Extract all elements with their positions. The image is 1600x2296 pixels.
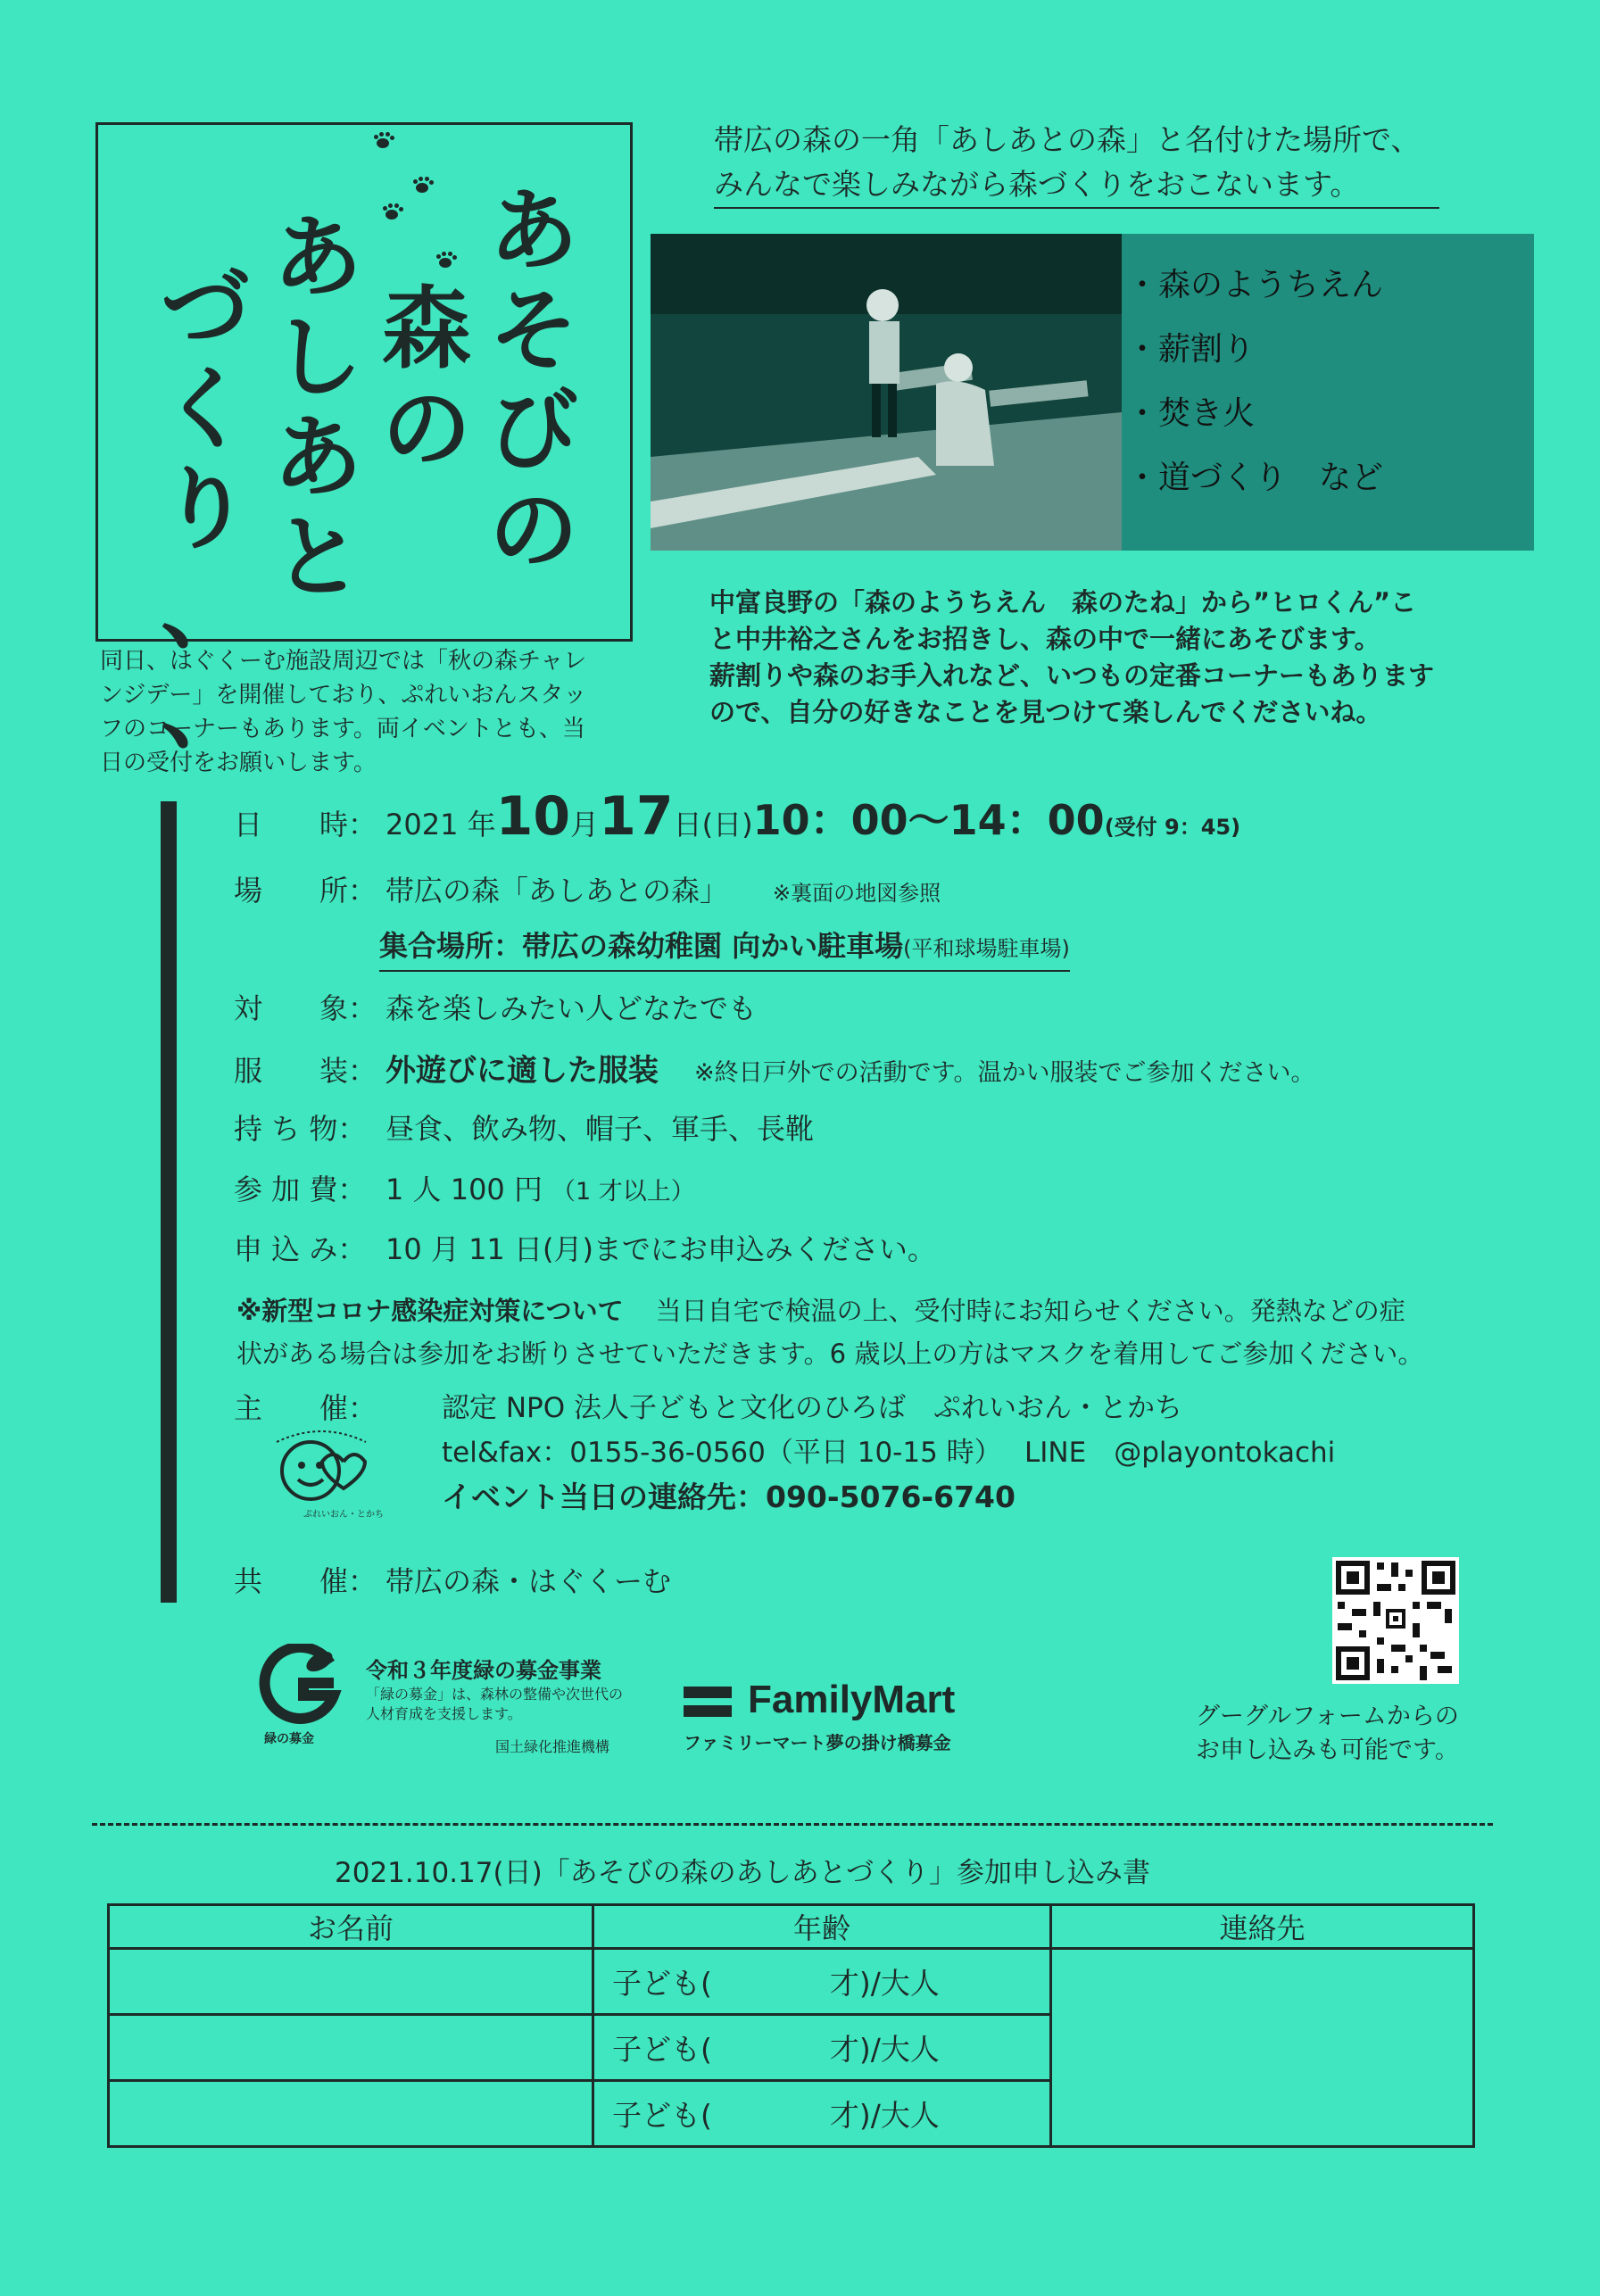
title-char: り <box>161 456 250 561</box>
familymart-sub: ファミリーマート夢の掛け橋募金 <box>684 1732 951 1753</box>
paw-print-icon <box>382 203 402 220</box>
familymart-logo: FamilyMart <box>748 1678 956 1721</box>
age-field[interactable]: 子ども( 才)/大人 <box>593 2081 1051 2147</box>
title-char: と <box>273 504 362 609</box>
forest-photo-illustration <box>651 234 1122 551</box>
title-char: そ <box>489 278 578 383</box>
application-form <box>107 1903 1475 2148</box>
cohost-row: 共 催： 帯広の森・はぐくーむ <box>234 1564 672 1598</box>
title-char: く <box>161 356 250 461</box>
green-g-icon <box>248 1644 355 1728</box>
table-row <box>109 1949 1474 2015</box>
qr-code-icon <box>1332 1557 1459 1684</box>
midori-org: 国土緑化推進機構 <box>495 1738 610 1755</box>
title-column-1 <box>489 178 578 583</box>
paw-print-icon <box>412 177 432 193</box>
midori-desc: 「緑の募金」は、森林の整備や次世代の 人材育成を支援します。 <box>366 1686 624 1722</box>
title-char: の <box>489 477 578 583</box>
form-title: 2021.10.17(日)「あそびの森のあしあとづくり」参加申し込み書 <box>335 1857 1151 1889</box>
header-name: お名前 <box>109 1905 593 1949</box>
age-field[interactable]: 子ども( 才)/大人 <box>593 2015 1051 2081</box>
title-char: 、 <box>161 656 250 761</box>
clothing-row: 服 装： 外遊びに適した服装 ※終日戸外での活動です。温かい服装でご参加ください。 <box>234 1053 1315 1089</box>
list-item: ・焚き火 <box>1126 395 1256 432</box>
paw-print-icon <box>435 252 455 268</box>
forest-photo <box>651 234 1122 551</box>
title-char: び <box>489 377 578 483</box>
cut-line <box>92 1823 1493 1826</box>
age-field[interactable]: 子ども( 才)/大人 <box>593 1949 1051 2015</box>
activity-list <box>1126 268 1383 525</box>
meeting-row: 集合場所：帯広の森幼稚園 向かい駐車場 (平和球場駐車場) <box>379 924 1070 972</box>
name-field[interactable] <box>109 1949 593 2015</box>
title-char: づ <box>161 256 250 361</box>
name-field[interactable] <box>109 2015 593 2081</box>
familymart-mark-icon <box>684 1687 732 1720</box>
title-char: 、 <box>161 556 250 661</box>
name-field[interactable] <box>109 2081 593 2147</box>
date-row: 日 時： 2021 年 10 月 17 日(日) 10：00〜14：00 (受付 9：45) <box>234 785 1241 848</box>
title-char: あ <box>273 404 362 510</box>
contact-field[interactable] <box>1051 1949 1474 2147</box>
title-char: あ <box>489 178 578 283</box>
playon-logo: ぷれいおん・とかち <box>268 1426 384 1524</box>
qr-code[interactable] <box>1332 1557 1459 1684</box>
organizer-row: 主 催： <box>234 1391 377 1425</box>
title-char: 森 <box>382 276 471 381</box>
title-column-3 <box>273 204 362 609</box>
items-row: 持 ち 物： 昼食、飲み物、帽子、軍手、長靴 <box>234 1112 815 1146</box>
covid-notice: ※新型コロナ感染症対策について 当日自宅で検温の上、受付時にお知らせください。発熱などの症 状がある場合は参加をお断りさせていただきます。6 歳以上の方はマスクを着用してご参加ください。 <box>236 1296 1424 1369</box>
midori-title: 令和３年度緑の募金事業 <box>366 1658 601 1683</box>
list-item: ・薪割り <box>1126 331 1256 368</box>
details-side-bar <box>161 801 177 1603</box>
title-char: あ <box>273 204 362 310</box>
place-row: 場 所： 帯広の森「あしあとの森」 ※裏面の地図参照 <box>234 874 941 908</box>
title-char: し <box>273 304 362 410</box>
organizer-info: 認定 NPO 法人子どもと文化のひろば ぷれいおん・とかち tel&fax：0155-36-0560（平日 10-15 時） LINE @playontokachi イベント当日の連絡先：090-5076-6740 <box>442 1392 1336 1514</box>
list-item: ・道づくり など <box>1126 460 1384 496</box>
target-row: 対 象： 森を楽しみたい人どなたでも <box>234 991 758 1025</box>
qr-caption: グーグルフォームからの お申し込みも可能です。 <box>1196 1703 1459 1764</box>
apply-row: 申 込 み： 10 月 11 日(月)までにお申込みください。 <box>234 1232 936 1266</box>
guest-description: 中富良野の「森のようちえん 森のたね」から”ヒロくん”こ と中井裕之さんをお招きし、森の中で一緒にあそびます。 薪割りや森のお手入れなど、いつもの定番コーナーもあります ので、自分の好きなことを見つけて楽しんでくださいね。 <box>709 587 1435 727</box>
intro-text: 帯広の森の一角「あしあとの森」と名付けた場所で、 みんなで楽しみながら森づくりをおこないます。 <box>714 118 1499 209</box>
same-day-note: 同日、はぐくーむ施設周辺では「秋の森チャレ ンジデー」を開催しており、ぷれいおんスタッ フのコーナーもあります。両イベントとも、当 日の受付をお願いします。 <box>100 648 587 776</box>
list-item: ・森のようちえん <box>1126 267 1384 303</box>
midori-bokin-logo: 緑の募金 <box>248 1644 355 1742</box>
paw-print-icon <box>373 132 393 148</box>
title-column-2 <box>382 276 471 481</box>
header-contact: 連絡先 <box>1051 1905 1474 1949</box>
title-char: の <box>382 376 471 481</box>
fee-row: 参 加 費： 1 人 100 円 （1 才以上） <box>234 1173 695 1206</box>
header-age: 年齢 <box>593 1905 1051 1949</box>
